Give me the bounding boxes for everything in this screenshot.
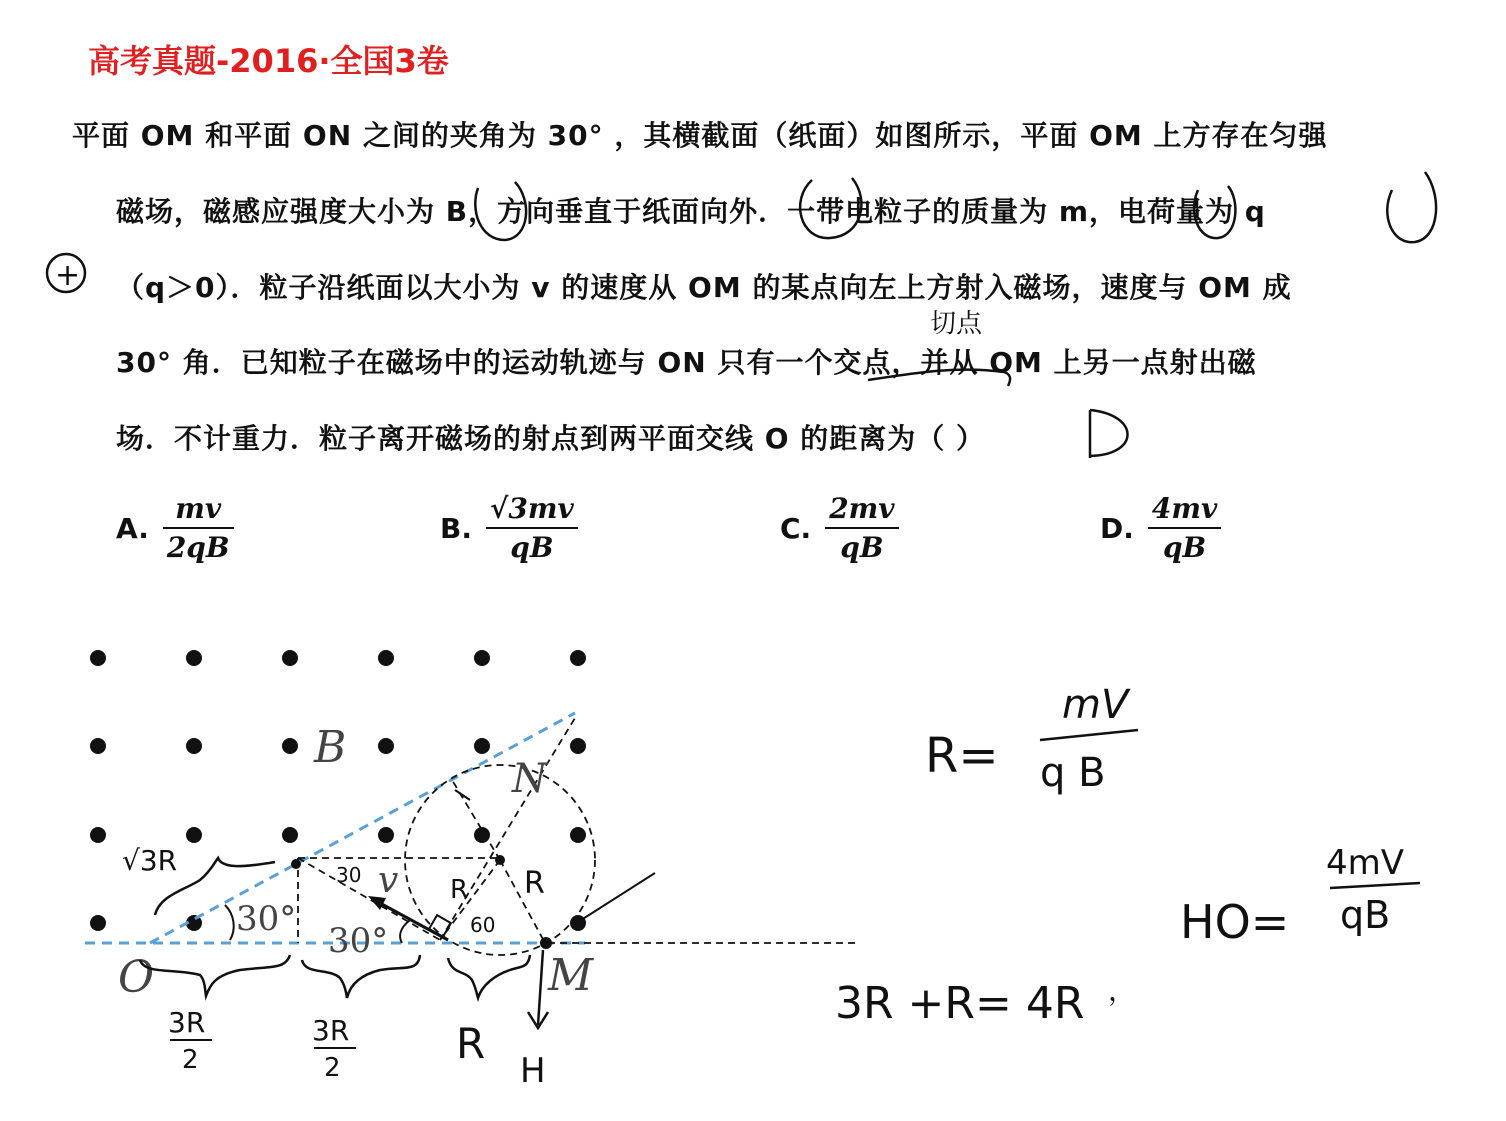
charge-sign-text: + xyxy=(55,258,81,293)
label-M: M xyxy=(548,950,594,1001)
field-dot xyxy=(474,738,490,754)
note-H: H xyxy=(520,1051,546,1091)
circle-center xyxy=(495,855,505,865)
option-a-numerator: mv xyxy=(175,492,222,525)
option-b-denominator: qB xyxy=(510,531,554,564)
note-R-right: R xyxy=(524,866,545,901)
field-dot xyxy=(186,650,202,666)
field-dot xyxy=(378,738,394,754)
option-b-numerator: √3mv xyxy=(489,492,574,525)
option-a-denominator: 2qB xyxy=(166,531,230,564)
velocity-arrow xyxy=(378,902,448,940)
field-dot xyxy=(282,738,298,754)
option-d-letter: D. xyxy=(1100,511,1134,545)
note-sqrt3R: √3R xyxy=(122,844,178,877)
formula-R-den: q B xyxy=(1040,750,1106,796)
field-dot xyxy=(282,827,298,843)
brace-seg3 xyxy=(448,955,530,998)
brace-seg2 xyxy=(302,955,420,998)
question-line-4: 30° 角．已知粒子在磁场中的运动轨迹与 ON 只有一个交点，并从 OM 上另一点射出磁 xyxy=(116,346,1257,379)
circle-around-m xyxy=(1194,186,1235,238)
option-d-denominator: qB xyxy=(1162,531,1207,564)
formula-HO-bar xyxy=(1330,883,1420,888)
formula-R-num: mV xyxy=(1062,682,1129,728)
note-seg1-num: 3R xyxy=(168,1006,206,1039)
tangent-note: 切点 xyxy=(930,309,983,339)
field-dot xyxy=(90,827,106,843)
question-line-5: 场．不计重力．粒子离开磁场的射点到两平面交线 O 的距离为（ ） xyxy=(116,422,986,455)
exam-title: 高考真题-2016·全国3卷 xyxy=(88,42,449,80)
arrow-to-H xyxy=(528,950,548,1028)
answer-D-mark xyxy=(1090,410,1128,458)
note-seg3: R xyxy=(456,1019,486,1068)
exit-point xyxy=(540,937,552,949)
tangent-point xyxy=(291,859,301,869)
label-angle-O: 30° xyxy=(236,899,297,939)
note-seg2-den: 2 xyxy=(324,1053,341,1083)
plane-ON xyxy=(150,713,575,943)
circle-around-B xyxy=(475,182,526,240)
question-line-2: 磁场，磁感应强度大小为 B，方向垂直于纸面向外．一带电粒子的质量为 m，电荷量为 q xyxy=(116,195,1266,228)
field-dot xyxy=(90,738,106,754)
field-dot xyxy=(378,827,394,843)
field-dot xyxy=(474,650,490,666)
field-dot xyxy=(570,827,586,843)
note-angle-60: 60 xyxy=(470,913,496,937)
exit-direction-line xyxy=(578,873,655,922)
brace-seg1 xyxy=(140,955,290,996)
label-O: O xyxy=(118,952,155,1003)
angle-arc-O xyxy=(225,905,234,940)
formula-R-lhs: R= xyxy=(925,728,999,784)
field-dot xyxy=(186,827,202,843)
formula-comma: ， xyxy=(1108,974,1137,1007)
label-N: N xyxy=(512,756,547,802)
label-v: v xyxy=(378,860,399,901)
field-dot xyxy=(378,650,394,666)
field-dot xyxy=(186,738,202,754)
note-angle-30: 30 xyxy=(336,863,362,887)
formula-HO-num: 4mV xyxy=(1326,843,1405,883)
field-dot xyxy=(90,650,106,666)
formula-R-bar xyxy=(1040,730,1138,740)
option-c-denominator: qB xyxy=(840,531,884,564)
field-dot xyxy=(90,915,106,931)
field-dot xyxy=(570,738,586,754)
option-c-numerator: 2mv xyxy=(829,492,895,525)
note-seg1-den: 2 xyxy=(182,1045,199,1075)
option-b-letter: B. xyxy=(440,511,472,545)
angle-arc-entry xyxy=(400,920,410,943)
field-dot xyxy=(474,827,490,843)
handwritten-circles xyxy=(47,172,1436,458)
note-seg2-num: 3R xyxy=(312,1014,350,1047)
note-R-left: R xyxy=(450,875,469,905)
option-d-numerator: 4mv xyxy=(1151,492,1218,525)
formula-HO-den: qB xyxy=(1340,893,1391,937)
circle-around-q xyxy=(1387,172,1436,242)
underline-one-intersection xyxy=(868,370,1010,386)
formula-sum: 3R +R= 4R xyxy=(835,978,1085,1029)
formula-HO-lhs: HO= xyxy=(1180,895,1290,949)
option-a-letter: A. xyxy=(116,511,149,545)
option-c-letter: C. xyxy=(780,511,812,545)
question-line-3: （q＞0）．粒子沿纸面以大小为 v 的速度从 OM 的某点向左上方射入磁场，速度与 OM 成 xyxy=(116,271,1292,304)
circle-around-outward xyxy=(800,178,861,238)
chord-line xyxy=(440,718,575,940)
field-dot xyxy=(282,650,298,666)
label-angle-entry: 30° xyxy=(328,921,389,961)
field-dot xyxy=(570,650,586,666)
question-line-1: 平面 OM 和平面 ON 之间的夹角为 30° ，其横截面（纸面）如图所示，平面 OM 上方存在匀强 xyxy=(72,119,1328,152)
label-B: B xyxy=(314,722,347,773)
